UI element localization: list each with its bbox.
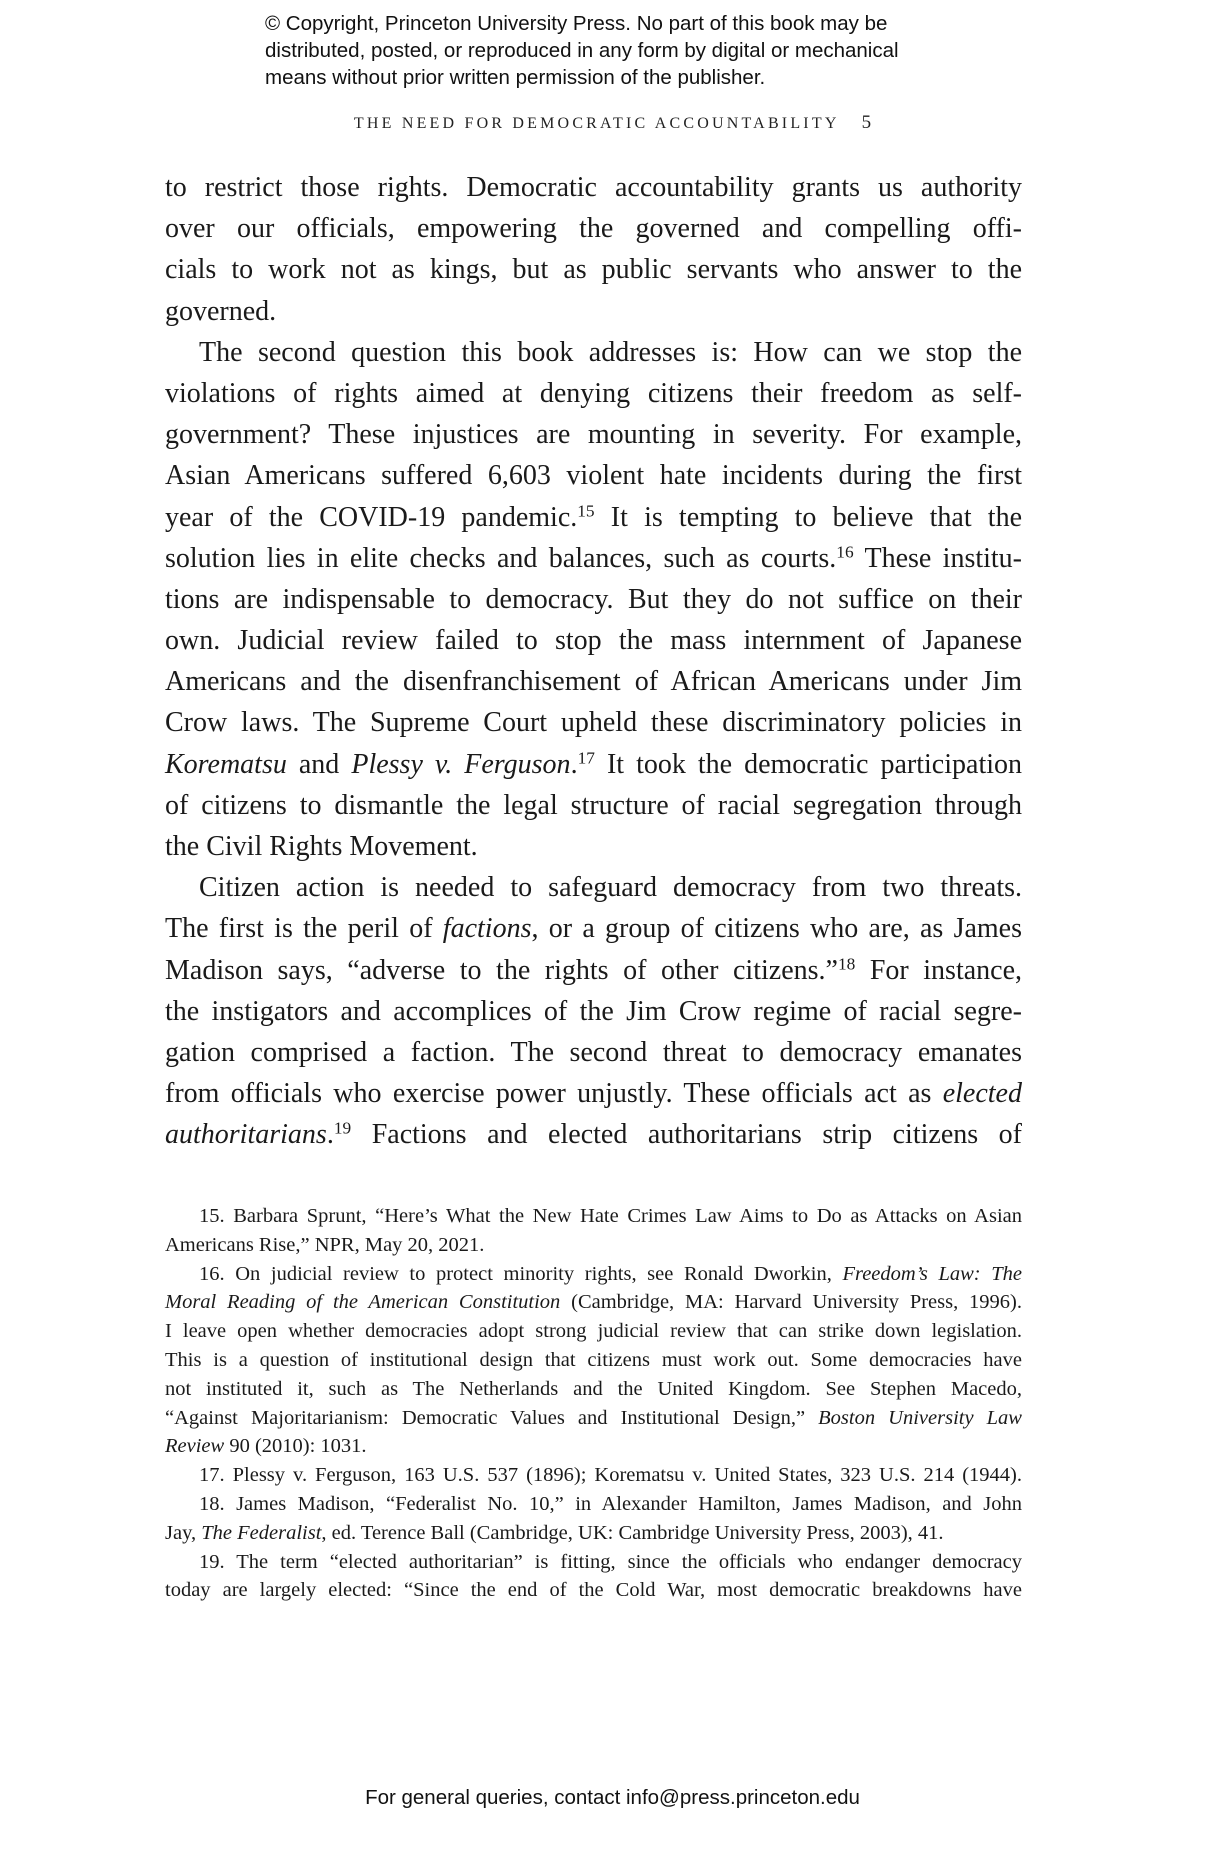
footnote-line bbox=[165, 1375, 1022, 1404]
italic-text: authoritarians bbox=[165, 1119, 327, 1151]
copyright-line: means without prior written permission of the publisher. bbox=[265, 66, 766, 89]
text-run: Asian Americans suffered 6,603 violent hate incidents during the first bbox=[165, 460, 1022, 492]
footnote-line bbox=[165, 1346, 1022, 1375]
text-run: Americans and the disenfranchisement of African Americans under Jim bbox=[165, 666, 1022, 698]
text-run: and bbox=[286, 748, 352, 780]
text-run: Madison says, “adverse to the rights of other citizens.” bbox=[165, 954, 838, 986]
body-line bbox=[165, 249, 1022, 290]
text-run: It took the democratic participation bbox=[594, 748, 1023, 780]
body-line bbox=[165, 497, 1022, 538]
footnote-ref: 16 bbox=[836, 542, 854, 562]
text-run: It is tempting to believe that the bbox=[594, 501, 1022, 533]
footnote-line bbox=[165, 1288, 1022, 1317]
body-line bbox=[165, 455, 1022, 496]
text-run: Americans Rise,” NPR, May 20, 2021. bbox=[165, 1233, 485, 1256]
italic-text: Freedom’s Law: The bbox=[842, 1262, 1022, 1285]
body-line bbox=[165, 826, 1022, 867]
text-run: 15. Barbara Sprunt, “Here’s What the New Hate Crimes Law Aims to Do as Attacks on Asian bbox=[199, 1205, 1022, 1227]
footnotes bbox=[165, 1202, 1022, 1605]
body-line bbox=[165, 867, 1022, 908]
body-line bbox=[165, 1032, 1022, 1073]
text-run: “Against Majoritarianism: Democratic Values and Institutional Design,” bbox=[165, 1406, 819, 1429]
text-run: . bbox=[570, 748, 578, 780]
body-line bbox=[165, 702, 1022, 743]
body-line bbox=[165, 950, 1022, 991]
page-number: 5 bbox=[861, 112, 872, 133]
footnote-line bbox=[165, 1231, 1022, 1260]
text-run: Jay, bbox=[165, 1521, 202, 1544]
text-run: own. Judicial review failed to stop the mass internment of Japanese bbox=[165, 625, 1022, 657]
italic-text: Plessy v. Ferguson bbox=[351, 748, 571, 780]
text-run: violations of rights aimed at denying citizens their freedom as self- bbox=[165, 377, 1022, 409]
footnote-line bbox=[165, 1519, 1022, 1548]
body-text bbox=[165, 167, 1022, 1156]
body-line bbox=[165, 579, 1022, 620]
text-run: the instigators and accomplices of the Jim Crow regime of racial segre- bbox=[165, 995, 1022, 1027]
text-run: (Cambridge, MA: Harvard University Press, 1996). bbox=[560, 1291, 1022, 1314]
body-line bbox=[165, 538, 1022, 579]
copyright-line: © Copyright, Princeton University Press. No part of this book may be bbox=[265, 12, 888, 35]
copyright-line: distributed, posted, or reproduced in any form by digital or mechanical bbox=[265, 39, 899, 62]
body-line bbox=[165, 332, 1022, 373]
footnote-ref: 18 bbox=[837, 954, 856, 974]
text-run: 16. On judicial review to protect minority rights, see Ronald Dworkin, bbox=[199, 1262, 843, 1285]
chapter-title: THE NEED FOR DEMOCRATIC ACCOUNTABILITY bbox=[353, 115, 840, 132]
italic-text: The Federalist bbox=[201, 1521, 322, 1544]
text-run: today are largely elected: “Since the end of the Cold War, most democratic breakdowns have bbox=[165, 1579, 1022, 1602]
italic-text: factions bbox=[442, 913, 532, 945]
footnote-ref: 17 bbox=[577, 748, 595, 768]
text-run: . bbox=[326, 1119, 334, 1151]
italic-text: elected bbox=[942, 1078, 1022, 1110]
body-line bbox=[165, 991, 1022, 1032]
text-run: not instituted it, such as The Netherlands and the United Kingdom. See Stephen Macedo, bbox=[165, 1377, 1022, 1400]
body-line bbox=[165, 291, 1022, 332]
text-run: from officials who exercise power unjustly. These officials act as bbox=[165, 1078, 943, 1110]
body-line bbox=[165, 1073, 1022, 1114]
text-run: of citizens to dismantle the legal structure of racial segregation through bbox=[165, 789, 1022, 821]
text-run: , or a group of citizens who are, as James bbox=[531, 913, 1022, 945]
text-run: This is a question of institutional design that citizens must work out. Some democracies have bbox=[165, 1348, 1022, 1371]
text-run: 19. The term “elected authoritarian” is fitting, since the officials who endanger democracy bbox=[199, 1550, 1022, 1573]
text-run: , ed. Terence Ball (Cambridge, UK: Cambridge University Press, 2003), 41. bbox=[321, 1521, 944, 1544]
text-run: For instance, bbox=[855, 954, 1023, 986]
running-head bbox=[0, 112, 1225, 134]
text-run: to restrict those rights. Democratic accountability grants us authority bbox=[165, 172, 1022, 203]
body-line bbox=[165, 661, 1022, 702]
text-run: government? These injustices are mounting in severity. For example, bbox=[165, 419, 1022, 451]
footnote-line bbox=[165, 1202, 1022, 1231]
body-line bbox=[165, 744, 1022, 785]
text-run: tions are indispensable to democracy. But they do not suffice on their bbox=[165, 583, 1022, 615]
text-run: Citizen action is needed to safeguard democracy from two threats. bbox=[199, 872, 1022, 904]
text-run: year of the COVID-19 pandemic. bbox=[165, 501, 578, 533]
body-line bbox=[165, 167, 1022, 208]
text-run: solution lies in elite checks and balances, such as courts. bbox=[165, 542, 837, 574]
text-run: Crow laws. The Supreme Court upheld these discriminatory policies in bbox=[165, 707, 1022, 739]
footer-contact: For general queries, contact info@press.princeton.edu bbox=[365, 1786, 860, 1809]
text-run: These institu- bbox=[853, 542, 1022, 574]
text-run: governed. bbox=[165, 295, 277, 327]
text-run: Factions and elected authoritarians strip citizens of bbox=[351, 1119, 1022, 1151]
footnote-line bbox=[165, 1404, 1022, 1433]
text-run: 18. James Madison, “Federalist No. 10,” in Alexander Hamilton, James Madison, and John bbox=[199, 1492, 1022, 1515]
text-run: The second question this book addresses is: How can we stop the bbox=[199, 336, 1022, 368]
body-line bbox=[165, 620, 1022, 661]
footnote-line bbox=[165, 1432, 1022, 1461]
footnote-line bbox=[165, 1490, 1022, 1519]
body-line bbox=[165, 208, 1022, 249]
italic-text: Moral Reading of the American Constitution bbox=[165, 1291, 561, 1314]
body-line bbox=[165, 414, 1022, 455]
body-line bbox=[165, 373, 1022, 414]
footnote-line bbox=[165, 1317, 1022, 1346]
italic-text: Korematsu bbox=[165, 748, 287, 780]
text-run: 17. Plessy v. Ferguson, 163 U.S. 537 (1896); Korematsu v. United States, 323 U.S. 214 (1944). bbox=[199, 1464, 1022, 1487]
body-line bbox=[165, 1114, 1022, 1155]
copyright-notice bbox=[265, 10, 985, 91]
text-run: The first is the peril of bbox=[165, 913, 443, 945]
body-line bbox=[165, 908, 1022, 949]
italic-text: Review bbox=[165, 1435, 225, 1458]
footnote-line bbox=[165, 1548, 1022, 1577]
footnote-ref: 19 bbox=[333, 1118, 352, 1138]
footnote-line bbox=[165, 1260, 1022, 1289]
text-run: gation comprised a faction. The second threat to democracy emanates bbox=[165, 1036, 1022, 1068]
footnote-ref: 15 bbox=[577, 500, 595, 520]
text-run: over our officials, empowering the governed and compelling offi- bbox=[165, 213, 1022, 245]
text-run: I leave open whether democracies adopt strong judicial review that can strike down legislation. bbox=[165, 1320, 1022, 1343]
footnote-line bbox=[165, 1461, 1022, 1490]
text-run: 90 (2010): 1031. bbox=[224, 1435, 367, 1458]
text-run: cials to work not as kings, but as public servants who answer to the bbox=[165, 254, 1022, 286]
text-run: the Civil Rights Movement. bbox=[165, 831, 478, 862]
italic-text: Boston University Law bbox=[818, 1406, 1022, 1429]
body-line bbox=[165, 785, 1022, 826]
footnote-line bbox=[165, 1576, 1022, 1605]
